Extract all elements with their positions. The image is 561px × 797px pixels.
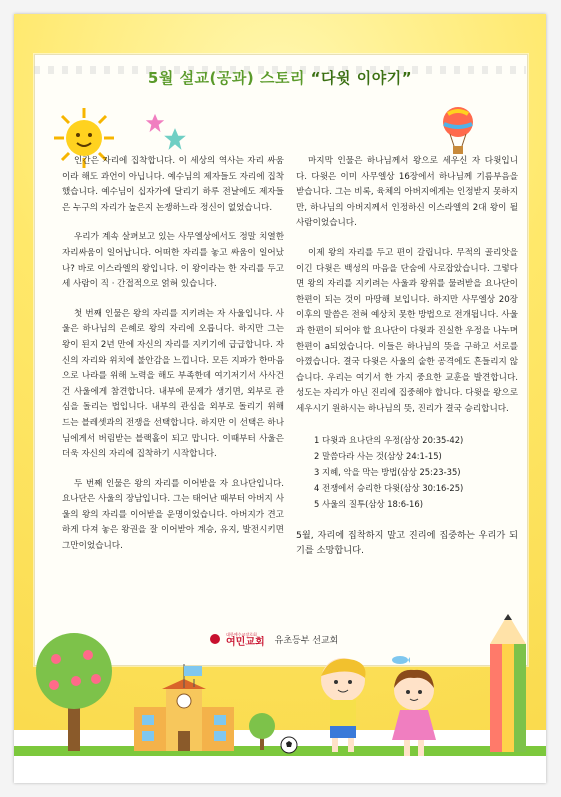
hot-air-balloon-icon <box>440 106 476 158</box>
page-title <box>14 67 546 88</box>
list-item: 3 지혜, 악을 막는 방법(삼상 25:23-35) <box>314 466 461 477</box>
bird-icon <box>390 654 410 666</box>
paragraph: 두 번째 인물은 왕의 자리를 이어받을 자 요나단입니다. 요나단은 사울의 장남입니다. 그는 태어난 때부터 아버지 사울의 왕의 자리를 이어받을 운명이었습니다. 아버지가 견고하게 다져 놓은 왕권을 잘 이어받아 계승, 유지, 발전시키면 그만이었습니다. <box>62 478 284 552</box>
pencil-icon <box>484 614 532 752</box>
paragraph: 이제 왕의 자리를 두고 편이 갈립니다. 무적의 골리앗을 이긴 다윗은 백성의 마음을 단숨에 사로잡았습니다. 그렇다면 왕의 자리를 지키려는 사울과 왕위를 물려받을 요나단이 한편이 되는 것이 마땅해 보입니다. 하지만 사무엘상 20장 이후의 말씀은 전혀 예상치 못한 방법으로 전개됩니다. 사울과 한편이 되어야 할 요나단이 다윗과 진실한 우정을 나누며 한편이 a되었습니다. 이들은 하나님의 뜻을 구하고 서로를 아꼈습니다. 결국 다윗은 사울의 숱한 공격에도 흔들리지 않습니다. 우리는 여기서 한 가지 중요한 교훈을 발견합니다. 성도는 자리가 아닌 진리에 집중해야 합니다. 다윗을 왕으로 세우시기 원하시는 하나님의 뜻, 진리가 결국 승리합니다. <box>296 247 518 414</box>
left-column <box>62 154 284 569</box>
list-item: 2 말씀다라 사는 것(삼상 24:1-15) <box>314 450 442 461</box>
right-column <box>296 154 518 573</box>
boy-icon <box>310 654 376 754</box>
paragraph: 첫 번째 인물은 왕의 자리를 지키려는 자 사울입니다. 사울은 하나님의 은혜로 왕의 자리에 오릅니다. 하지만 그는 왕이 된지 2년 만에 자신의 자리를 지키기에 급급합니다. 자신의 자리와 위치에 불안감을 느낍니다. 모든 지파가 한마음으로 나라를 위해 노력을 해도 부족한데 여기저기서 사사건건 사울에게 참견합니다. 내부에 문제가 생기면, 외부로 관심을 돌리는 법입니다. 내부의 관심을 외부로 돌리기 위해 드는 블레셋과의 전쟁을 선택합니다. 하지만 이 선택은 하나님에게서 버림받는 블랙홀이 되고 맙니다. 이때부터 사울은 더욱 자신의 자리에 집착하기 시작합니다. <box>62 308 284 460</box>
closing-text: 5월, 자리에 집착하지 말고 진리에 집중하는 우리가 되기를 소망합니다. <box>296 529 518 557</box>
bush-icon <box>242 712 282 750</box>
paragraph: 우리가 계속 살펴보고 있는 사무엘상에서도 정말 치열한 자리싸움이 일어납니다. 어떠한 자리를 놓고 싸움이 일어났나? 바로 이스라엘의 왕입니다. 이 왕이라는 한 자리를 두고 세 사람이 직 · 간접적으로 얽혀 있습니다. <box>62 232 284 290</box>
school-building-icon <box>134 679 234 751</box>
title-prefix: 5월 설교(공과) 스토리 <box>147 69 305 87</box>
church-small-label: 대한예수교장로회 <box>226 632 257 637</box>
tree-icon <box>26 629 122 751</box>
flag-icon <box>182 664 204 688</box>
church-name: 여민교회 <box>226 637 265 648</box>
paragraph: 인간은 자리에 집착합니다. 이 세상의 역사는 자리 싸움이라 해도 과언이 아닙니다. 예수님의 제자들도 자리에 집착했습니다. 예수님이 십자가에 달리기 하루 전날에도 제자들은 누구의 자리가 높은지 논쟁하느라 정신이 없었습니다. <box>62 156 284 213</box>
soccer-ball-icon <box>280 736 298 754</box>
sermon-schedule-list <box>314 432 518 512</box>
list-item: 4 전쟁에서 승리한 다윗(삼상 30:16-25) <box>314 482 464 493</box>
star-icon <box>162 126 188 152</box>
list-item: 5 사울의 질투(삼상 18:6-16) <box>314 498 423 509</box>
newsletter-page <box>14 14 546 783</box>
church-signature <box>210 631 338 647</box>
church-logo-icon <box>210 634 220 644</box>
girl-icon <box>382 666 446 758</box>
list-item: 1 다윗과 요나단의 우정(삼상 20:35-42) <box>314 434 464 445</box>
department-name: 유초등부 선교회 <box>274 635 339 646</box>
title-accent: “다윗 이야기” <box>310 69 413 87</box>
paragraph: 마지막 인물은 하나님께서 왕으로 세우신 자 다윗입니다. 다윗은 이미 사무엘상 16장에서 하나님께 기름부음을 받습니다. 그는 비록, 육체의 아버지에게는 인정받지 못하지만, 하나님의 아버지께서 인정하신 이스라엘의 2대 왕이 될 사람이었습니다. <box>296 156 518 229</box>
